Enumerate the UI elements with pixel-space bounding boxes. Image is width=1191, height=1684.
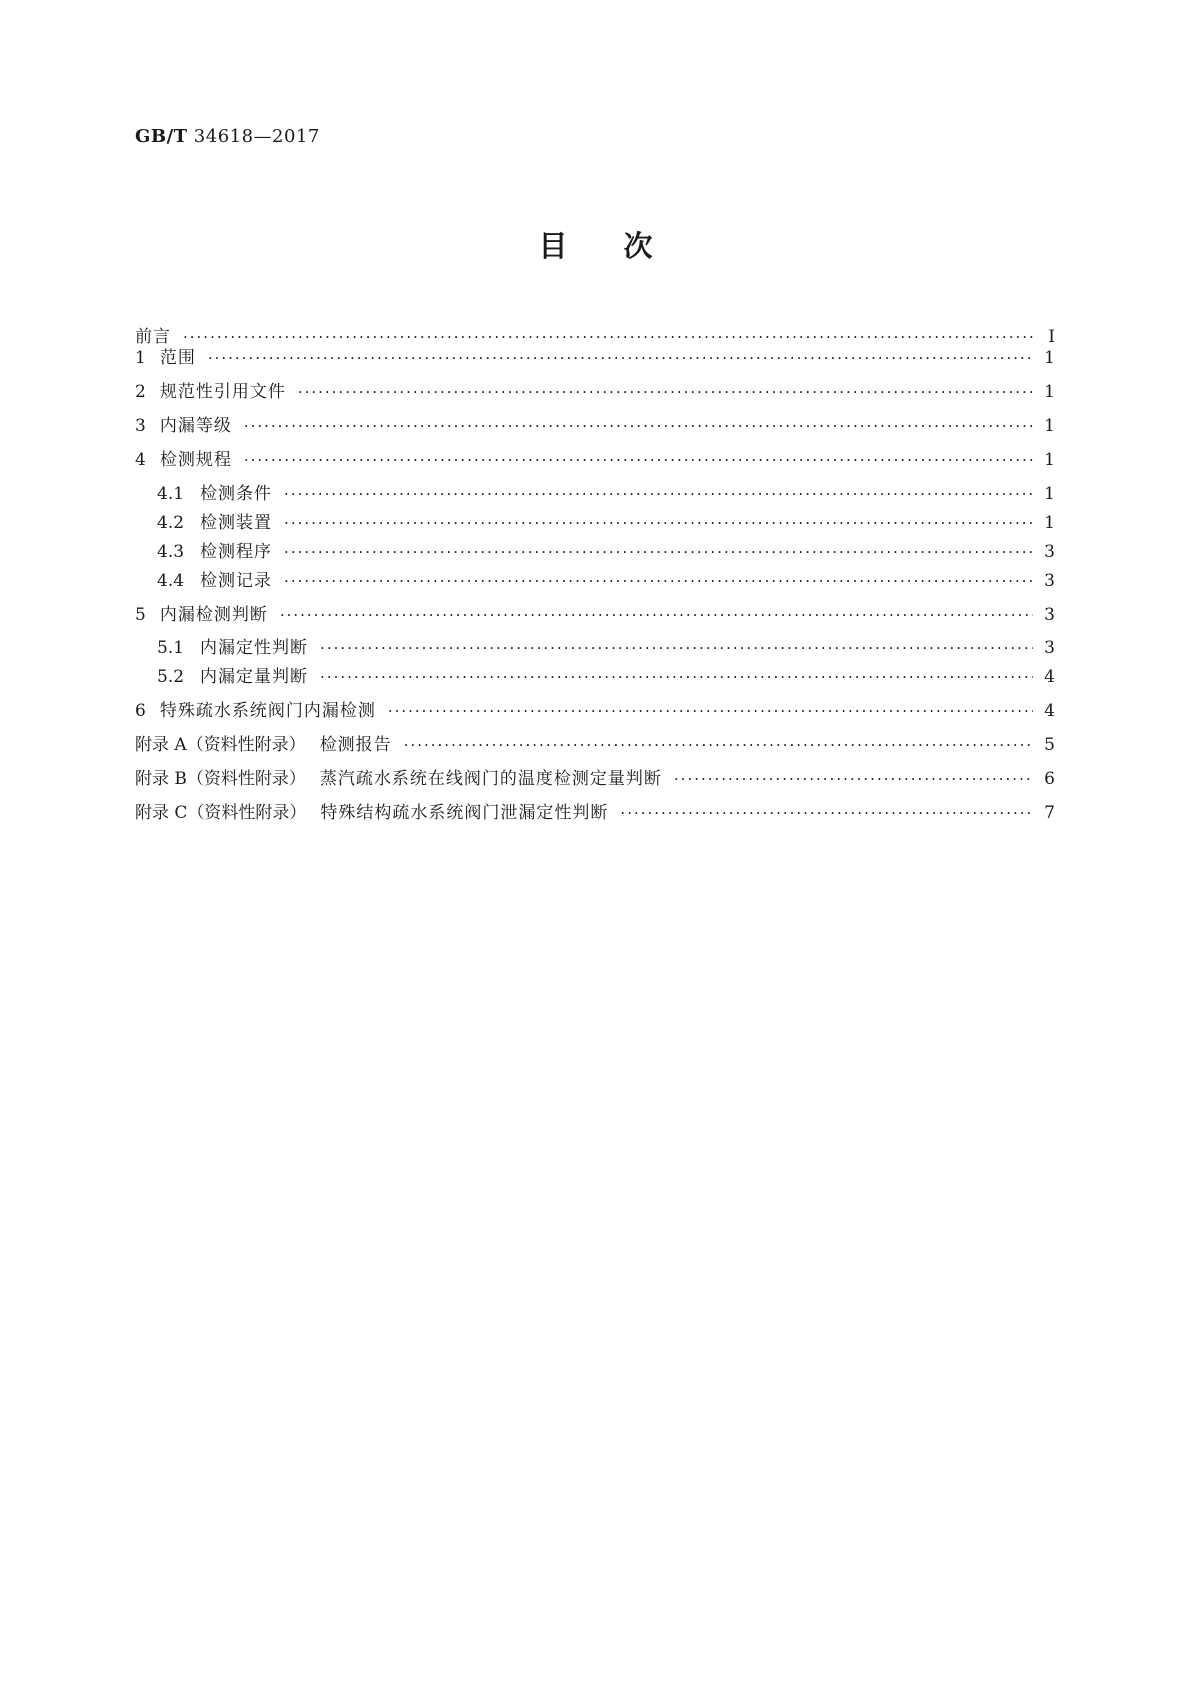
- toc-entry-4[interactable]: [135, 445, 1055, 470]
- toc-entry-label: 规范性引用文件: [159, 382, 286, 402]
- toc-entry-label: 内漏定量判断: [200, 667, 309, 687]
- toc-entry-1[interactable]: [135, 343, 1055, 368]
- toc-entry-5-1[interactable]: [157, 633, 1055, 658]
- toc-entry-page: Ⅰ: [1048, 327, 1055, 347]
- toc-entry-6[interactable]: [135, 696, 1055, 721]
- toc-leader-dots: [284, 543, 1033, 561]
- toc-entry-label: 内漏检测判断: [159, 605, 268, 625]
- toc-leader-dots: [284, 485, 1033, 503]
- toc-entry-4-2[interactable]: [157, 508, 1055, 533]
- toc-entry-page: 3: [1044, 638, 1055, 658]
- toc-entry-label: 前言: [135, 327, 171, 347]
- toc-entry-label: 检测报告: [319, 735, 392, 755]
- toc-leader-dots: [280, 606, 1033, 624]
- toc-entry-label: 内漏定性判断: [200, 638, 309, 658]
- toc-entry-3[interactable]: [135, 411, 1055, 436]
- toc-entry-label: 检测记录: [200, 571, 273, 591]
- toc-entry-appendix-c[interactable]: [135, 798, 1055, 823]
- toc-entry-4-1[interactable]: [157, 479, 1055, 504]
- toc-entry-4-3[interactable]: [157, 537, 1055, 562]
- toc-entry-4-4[interactable]: [157, 566, 1055, 591]
- toc-entry-page: 6: [1044, 769, 1055, 789]
- toc-entry-page: 1: [1044, 382, 1055, 402]
- standard-number: 34618—2017: [193, 126, 320, 147]
- toc-entry-label: 蒸汽疏水系统在线阀门的温度检测定量判断: [319, 769, 662, 789]
- toc-entry-page: 1: [1044, 513, 1055, 533]
- toc-leader-dots: [388, 702, 1033, 720]
- toc-leader-dots: [320, 668, 1033, 686]
- toc-entry-number: 4: [135, 450, 146, 470]
- toc-entry-number: 附录 C（资料性附录）: [135, 803, 307, 823]
- toc-entry-page: 1: [1044, 348, 1055, 368]
- toc-entry-label: 内漏等级: [159, 416, 232, 436]
- toc-entry-number: 附录 B（资料性附录）: [135, 769, 306, 789]
- toc-leader-dots: [244, 451, 1033, 469]
- toc-entry-label: 范围: [159, 348, 196, 368]
- toc-entry-label: 检测装置: [200, 513, 273, 533]
- toc-leader-dots: [404, 736, 1033, 754]
- toc-entry-page: 4: [1044, 667, 1055, 687]
- toc-entry-page: 4: [1044, 701, 1055, 721]
- toc-leader-dots: [298, 383, 1033, 401]
- toc-leader-dots: [284, 514, 1033, 532]
- toc-entry-number: 3: [135, 416, 146, 436]
- toc-entry-appendix-b[interactable]: [135, 764, 1055, 789]
- toc-entry-number: 2: [135, 382, 146, 402]
- toc-leader-dots: [320, 639, 1033, 657]
- standard-prefix: GB/T: [135, 126, 188, 147]
- toc-entry-number: 5: [135, 605, 146, 625]
- toc-entry-2[interactable]: [135, 377, 1055, 402]
- toc-entry-label: 检测条件: [200, 484, 273, 504]
- page-title: 目次: [538, 229, 709, 263]
- toc-leader-dots: [244, 417, 1033, 435]
- toc-entry-label: 检测规程: [159, 450, 232, 470]
- toc-entry-number: 4.4: [157, 571, 185, 591]
- toc-entry-page: 1: [1044, 484, 1055, 504]
- toc-entry-number: 1: [135, 348, 146, 368]
- toc-entry-label: 特殊疏水系统阀门内漏检测: [159, 701, 376, 721]
- toc-entry-number: 5.1: [157, 638, 185, 658]
- toc-entry-number: 5.2: [157, 667, 185, 687]
- toc-leader-dots: [674, 770, 1033, 788]
- toc-entry-page: 1: [1044, 450, 1055, 470]
- toc-entry-page: 3: [1044, 542, 1055, 562]
- toc-leader-dots: [208, 349, 1033, 367]
- toc-entry-page: 7: [1044, 803, 1055, 823]
- toc-entry-page: 3: [1044, 571, 1055, 591]
- toc-entry-page: 1: [1044, 416, 1055, 436]
- toc-leader-dots: [620, 804, 1033, 822]
- toc-entry-number: 4.3: [157, 542, 185, 562]
- toc-entry-5[interactable]: [135, 600, 1055, 625]
- toc-entry-label: 检测程序: [200, 542, 273, 562]
- toc-entry-page: 3: [1044, 605, 1055, 625]
- toc-entry-number: 6: [135, 701, 146, 721]
- standard-code: [135, 126, 320, 147]
- toc-entry-5-2[interactable]: [157, 662, 1055, 687]
- toc-entry-appendix-a[interactable]: [135, 730, 1055, 755]
- toc-entry-number: 附录 A（资料性附录）: [135, 735, 306, 755]
- toc-entry-label: 特殊结构疏水系统阀门泄漏定性判断: [320, 803, 609, 823]
- toc-leader-dots: [284, 572, 1033, 590]
- toc-entry-number: 4.1: [157, 484, 185, 504]
- toc-entry-page: 5: [1044, 735, 1055, 755]
- toc-entry-number: 4.2: [157, 513, 185, 533]
